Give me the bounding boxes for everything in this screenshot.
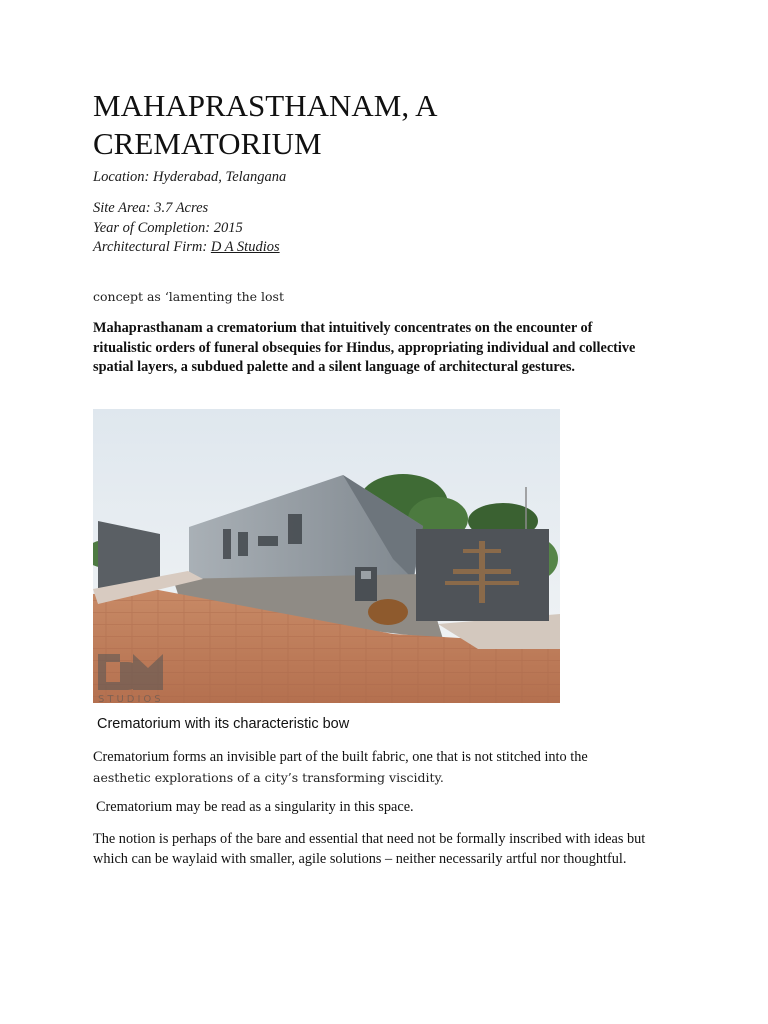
crematorium-photo [93, 409, 560, 703]
firm-label: Architectural Firm: [93, 239, 211, 255]
firm-line [93, 238, 280, 258]
page-title [93, 87, 653, 163]
photo-caption: Crematorium with its characteristic bow [97, 716, 350, 732]
p1-line-2: aesthetic explorations of a city’s transforming viscidity. [93, 769, 444, 785]
title-line-1: MAHAPRASTHANAM, A [93, 88, 438, 123]
project-details [93, 199, 280, 258]
firm-link[interactable]: D A Studios [210, 239, 280, 255]
watermark-text: STUDIOS [98, 694, 164, 703]
body-paragraph-3: The notion is perhaps of the bare and essential that need not be formally inscribed with ideas but which can be waylaid with smaller, agile solutions – neither necessarily artful nor thoughtful. [93, 831, 646, 867]
year-line: Year of Completion: 2015 [93, 219, 243, 236]
site-area-line: Site Area: 3.7 Acres [93, 200, 209, 216]
concept-line: concept as ‘lamenting the lost [93, 289, 284, 304]
location-line: Location: Hyderabad, Telangana [93, 169, 287, 185]
lead-paragraph: Mahaprasthanam a crematorium that intuitively concentrates on the encounter of ritualistic orders of funeral obsequies for Hindus, appropriating individual and collective spatial layers, a subdued palette and a silent language of architectural gestures. [93, 320, 636, 376]
p1-line-1: Crematorium forms an invisible part of the built fabric, one that is not stitched into the [93, 749, 588, 765]
title-line-2: CREMATORIUM [93, 126, 322, 161]
body-paragraph-1 [93, 748, 683, 787]
body-paragraph-2: Crematorium may be read as a singularity in this space. [96, 799, 414, 815]
